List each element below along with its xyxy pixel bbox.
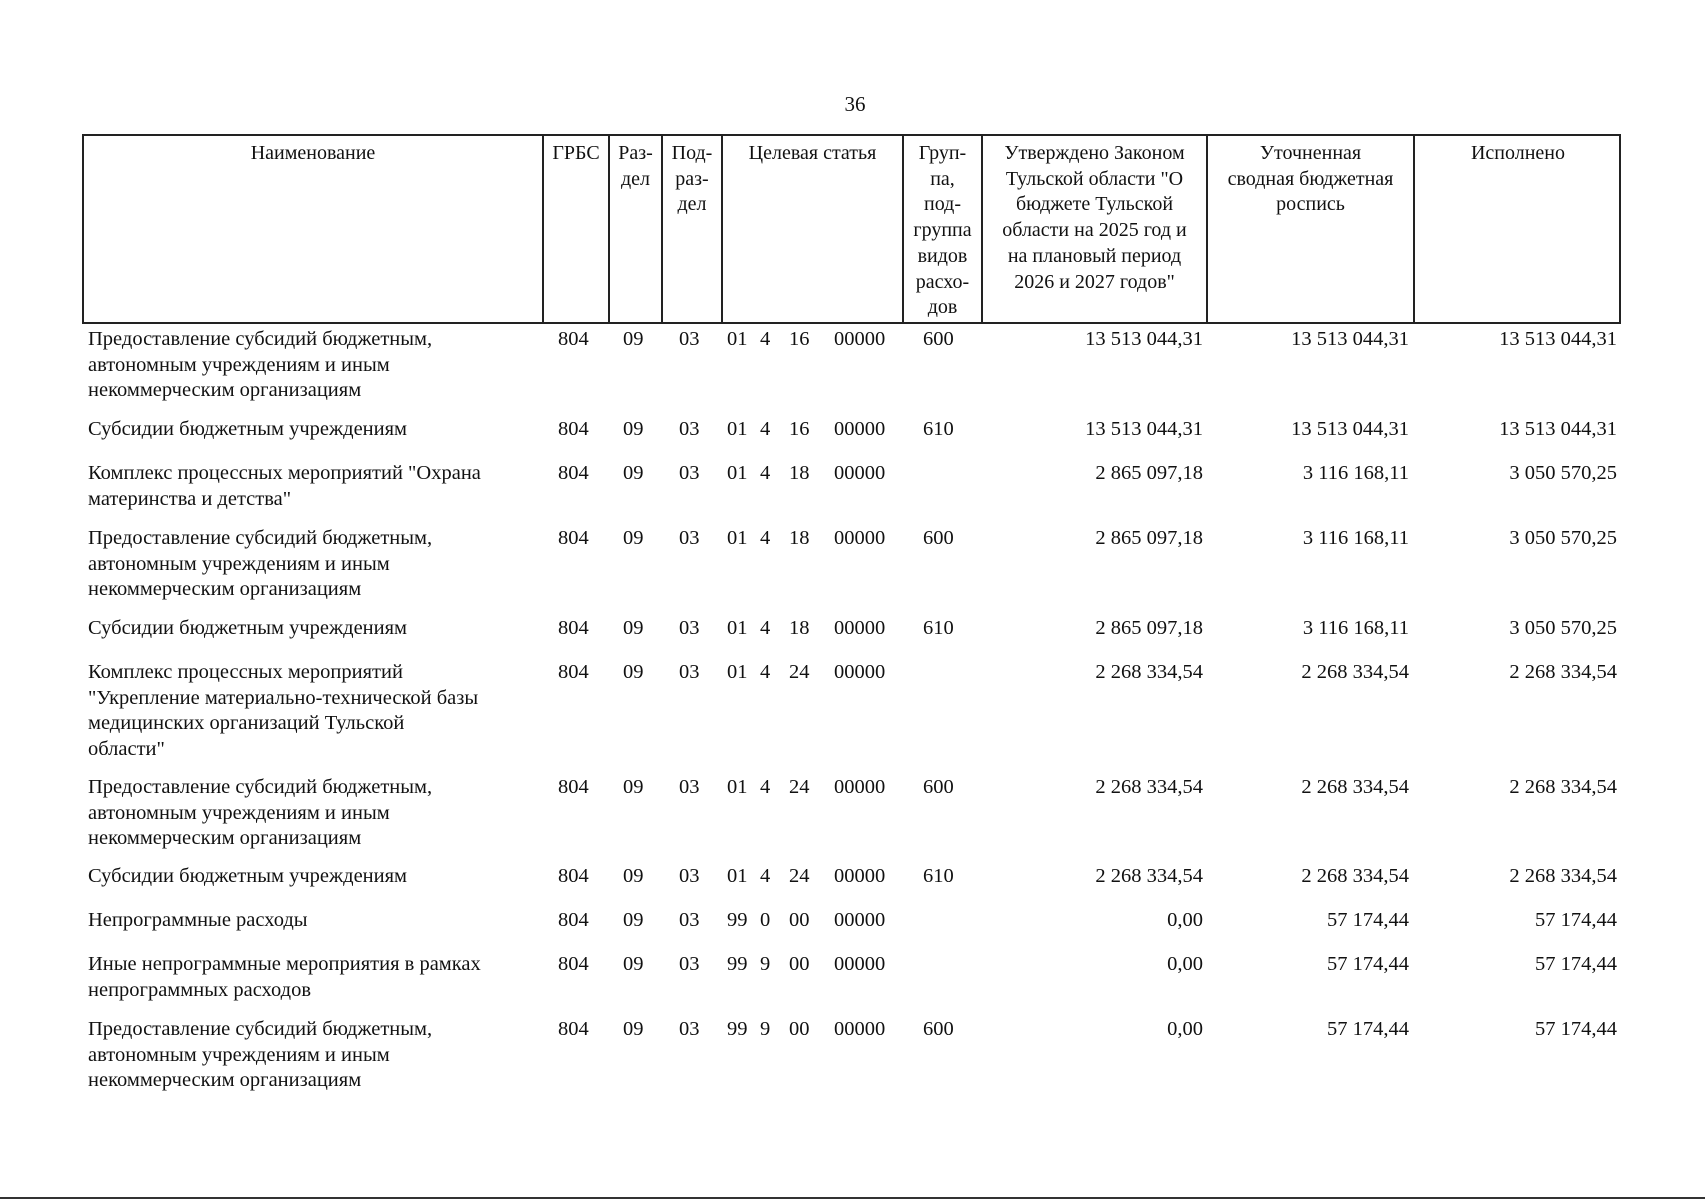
header-approved-by-law: Утверждено Законом Тульской области "О бюджете Тульской области на 2025 год и на плановый период 2026 и 2027 годов" <box>1002 142 1187 293</box>
cell-executed: 57 174,44 <box>1535 1018 1617 1040</box>
cell-approved: 13 513 044,31 <box>1085 328 1203 350</box>
cell-name: Иные непрограммные мероприятия в рамках непрограммных расходов <box>88 953 481 1001</box>
cell-name: Предоставление субсидий бюджетным, автономным учреждениям и иным некоммерческим организациям <box>88 527 433 601</box>
cell-grbs: 804 <box>558 865 589 887</box>
header-podrazdel: Под- раз- дел <box>671 142 713 216</box>
cell-expense-group: 610 <box>923 418 954 440</box>
cell-name: Комплекс процессных мероприятий "Укрепление материально-технической базы медицинских организаций Тульской области" <box>88 661 479 761</box>
cell-executed: 3 050 570,25 <box>1509 617 1617 639</box>
cell-executed: 13 513 044,31 <box>1499 418 1617 440</box>
cell-refined: 3 116 168,11 <box>1302 527 1409 549</box>
cell-target-direction: 00000 <box>834 953 886 975</box>
cell-refined: 2 268 334,54 <box>1301 661 1409 683</box>
cell-grbs: 804 <box>558 617 589 639</box>
cell-target-direction: 00000 <box>834 865 886 887</box>
cell-podrazdel: 03 <box>679 661 700 683</box>
cell-target-direction: 00000 <box>834 1018 886 1040</box>
cell-approved: 2 865 097,18 <box>1095 462 1203 484</box>
cell-name: Предоставление субсидий бюджетным, автономным учреждениям и иным некоммерческим организациям <box>88 328 433 402</box>
cell-target-structural: 00 <box>789 953 810 975</box>
cell-target-program: 01 <box>727 776 748 798</box>
cell-target-program: 99 <box>727 953 748 975</box>
cell-podrazdel: 03 <box>679 527 700 549</box>
cell-target-program: 99 <box>727 1018 748 1040</box>
cell-approved: 2 268 334,54 <box>1095 661 1203 683</box>
cell-executed: 13 513 044,31 <box>1499 328 1617 350</box>
cell-target-direction: 00000 <box>834 328 886 350</box>
header-expense-group: Груп- па, под- группа видов расхо- дов <box>913 142 972 319</box>
cell-refined: 57 174,44 <box>1327 1018 1409 1040</box>
cell-name: Предоставление субсидий бюджетным, автономным учреждениям и иным некоммерческим организациям <box>88 1018 433 1092</box>
cell-razdel: 09 <box>623 661 644 683</box>
header-refined-budget: Уточненная сводная бюджетная роспись <box>1227 142 1394 216</box>
cell-target-program: 99 <box>727 909 748 931</box>
cell-podrazdel: 03 <box>679 617 700 639</box>
cell-name: Субсидии бюджетным учреждениям <box>88 865 408 887</box>
header-grbs: ГРБС <box>552 142 600 164</box>
cell-razdel: 09 <box>623 527 644 549</box>
cell-grbs: 804 <box>558 909 589 931</box>
cell-grbs: 804 <box>558 953 589 975</box>
cell-expense-group: 600 <box>923 776 954 798</box>
cell-target-type: 4 <box>760 418 771 440</box>
cell-target-direction: 00000 <box>834 418 886 440</box>
cell-target-direction: 00000 <box>834 776 886 798</box>
cell-target-direction: 00000 <box>834 909 886 931</box>
cell-target-program: 01 <box>727 865 748 887</box>
cell-executed: 3 050 570,25 <box>1509 462 1617 484</box>
header-executed: Исполнено <box>1470 142 1566 164</box>
cell-razdel: 09 <box>623 328 644 350</box>
cell-refined: 2 268 334,54 <box>1301 776 1409 798</box>
cell-target-program: 01 <box>727 617 748 639</box>
cell-approved: 0,00 <box>1167 953 1203 975</box>
cell-grbs: 804 <box>558 661 589 683</box>
cell-approved: 13 513 044,31 <box>1085 418 1203 440</box>
cell-grbs: 804 <box>558 1018 589 1040</box>
cell-razdel: 09 <box>623 617 644 639</box>
cell-target-structural: 24 <box>789 661 810 683</box>
cell-refined: 57 174,44 <box>1327 953 1409 975</box>
cell-podrazdel: 03 <box>679 462 700 484</box>
cell-grbs: 804 <box>558 328 589 350</box>
cell-executed: 2 268 334,54 <box>1509 865 1617 887</box>
cell-approved: 2 865 097,18 <box>1095 527 1203 549</box>
cell-target-program: 01 <box>727 527 748 549</box>
cell-target-program: 01 <box>727 418 748 440</box>
cell-target-structural: 18 <box>789 462 810 484</box>
cell-approved: 0,00 <box>1167 909 1203 931</box>
cell-refined: 3 116 168,11 <box>1302 617 1409 639</box>
cell-target-type: 4 <box>760 776 771 798</box>
cell-name: Субсидии бюджетным учреждениям <box>88 418 408 440</box>
header-target-article: Целевая статья <box>748 142 877 164</box>
cell-podrazdel: 03 <box>679 328 700 350</box>
cell-target-type: 4 <box>760 328 771 350</box>
cell-target-type: 9 <box>760 1018 771 1040</box>
cell-executed: 3 050 570,25 <box>1509 527 1617 549</box>
cell-target-program: 01 <box>727 661 748 683</box>
cell-target-type: 9 <box>760 953 771 975</box>
cell-target-structural: 24 <box>789 776 810 798</box>
cell-grbs: 804 <box>558 527 589 549</box>
cell-target-program: 01 <box>727 328 748 350</box>
cell-refined: 13 513 044,31 <box>1291 418 1409 440</box>
cell-name: Комплекс процессных мероприятий "Охрана материнства и детства" <box>88 462 481 510</box>
cell-approved: 2 865 097,18 <box>1095 617 1203 639</box>
cell-razdel: 09 <box>623 953 644 975</box>
cell-grbs: 804 <box>558 418 589 440</box>
cell-expense-group: 600 <box>923 1018 954 1040</box>
cell-target-structural: 16 <box>789 328 810 350</box>
cell-target-structural: 24 <box>789 865 810 887</box>
cell-target-direction: 00000 <box>834 661 886 683</box>
cell-target-type: 4 <box>760 462 771 484</box>
cell-executed: 2 268 334,54 <box>1509 661 1617 683</box>
cell-approved: 2 268 334,54 <box>1095 865 1203 887</box>
cell-target-structural: 18 <box>789 527 810 549</box>
cell-target-program: 01 <box>727 462 748 484</box>
cell-podrazdel: 03 <box>679 953 700 975</box>
page-bottom-edge <box>0 1197 1705 1199</box>
cell-target-structural: 00 <box>789 909 810 931</box>
cell-grbs: 804 <box>558 462 589 484</box>
cell-refined: 2 268 334,54 <box>1301 865 1409 887</box>
cell-name: Предоставление субсидий бюджетным, автономным учреждениям и иным некоммерческим организациям <box>88 776 433 850</box>
cell-target-structural: 18 <box>789 617 810 639</box>
header-razdel: Раз- дел <box>618 142 653 190</box>
cell-target-type: 4 <box>760 661 771 683</box>
cell-approved: 2 268 334,54 <box>1095 776 1203 798</box>
cell-podrazdel: 03 <box>679 865 700 887</box>
cell-razdel: 09 <box>623 462 644 484</box>
cell-target-direction: 00000 <box>834 527 886 549</box>
cell-refined: 57 174,44 <box>1327 909 1409 931</box>
cell-podrazdel: 03 <box>679 418 700 440</box>
cell-podrazdel: 03 <box>679 909 700 931</box>
cell-expense-group: 610 <box>923 617 954 639</box>
cell-target-direction: 00000 <box>834 617 886 639</box>
cell-target-structural: 00 <box>789 1018 810 1040</box>
cell-grbs: 804 <box>558 776 589 798</box>
cell-target-type: 0 <box>760 909 771 931</box>
cell-approved: 0,00 <box>1167 1018 1203 1040</box>
cell-name: Непрограммные расходы <box>88 909 308 931</box>
cell-expense-group: 600 <box>923 527 954 549</box>
cell-target-type: 4 <box>760 527 771 549</box>
cell-target-type: 4 <box>760 617 771 639</box>
header-name: Наименование <box>250 142 376 164</box>
page-number: 36 <box>844 92 866 116</box>
cell-target-type: 4 <box>760 865 771 887</box>
cell-target-direction: 00000 <box>834 462 886 484</box>
cell-executed: 57 174,44 <box>1535 953 1617 975</box>
cell-expense-group: 610 <box>923 865 954 887</box>
cell-name: Субсидии бюджетным учреждениям <box>88 617 408 639</box>
cell-podrazdel: 03 <box>679 1018 700 1040</box>
cell-target-structural: 16 <box>789 418 810 440</box>
cell-executed: 57 174,44 <box>1535 909 1617 931</box>
cell-podrazdel: 03 <box>679 776 700 798</box>
cell-razdel: 09 <box>623 865 644 887</box>
cell-razdel: 09 <box>623 909 644 931</box>
cell-razdel: 09 <box>623 1018 644 1040</box>
cell-refined: 13 513 044,31 <box>1291 328 1409 350</box>
cell-razdel: 09 <box>623 776 644 798</box>
cell-razdel: 09 <box>623 418 644 440</box>
cell-executed: 2 268 334,54 <box>1509 776 1617 798</box>
cell-expense-group: 600 <box>923 328 954 350</box>
cell-refined: 3 116 168,11 <box>1302 462 1409 484</box>
